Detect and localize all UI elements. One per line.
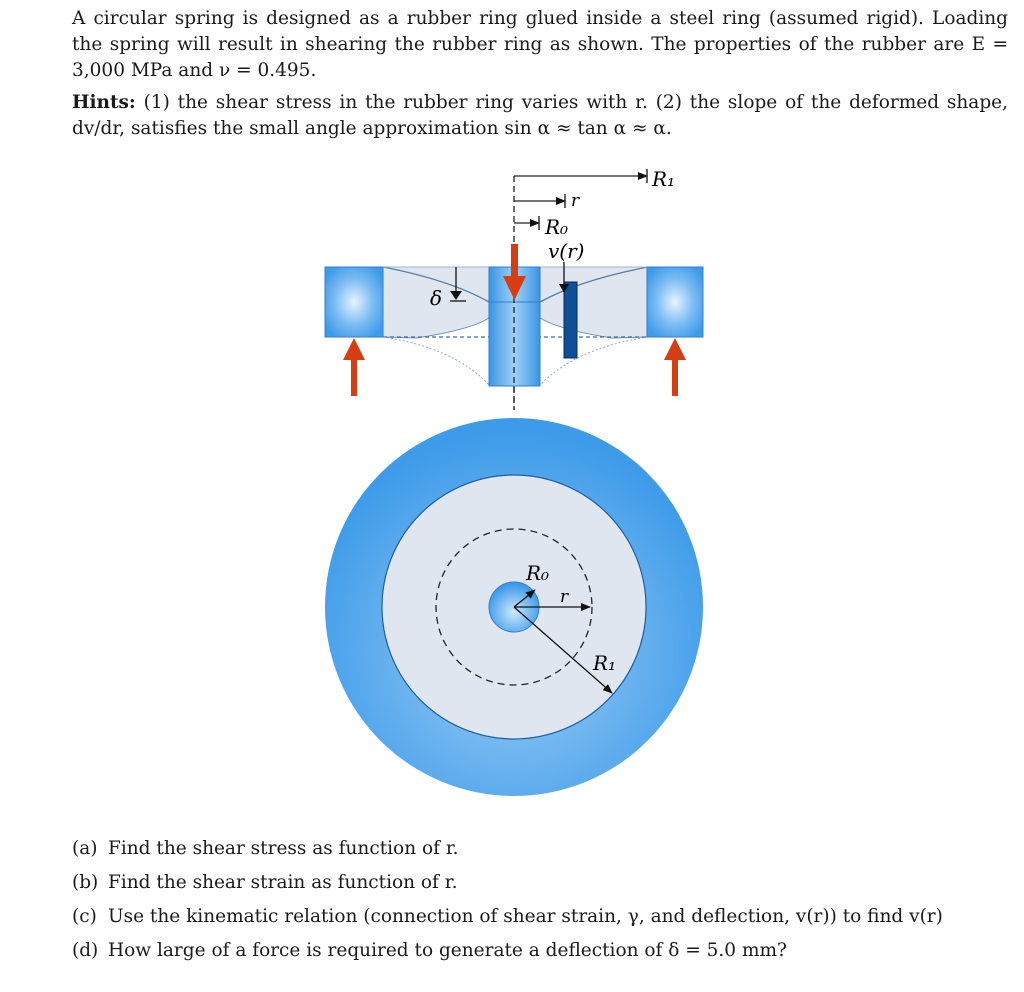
reaction-arrow-right-head — [664, 338, 686, 360]
question-text: Find the shear strain as function of r. — [108, 872, 458, 893]
label-v-of-r: v(r) — [548, 239, 585, 263]
outer-steel-ring-left — [325, 267, 383, 337]
question-text: Use the kinematic relation (connection of shear strain, γ, and deflection, v(r)) to find v(r) — [108, 906, 943, 927]
label-R1-top: R₁ — [652, 167, 676, 191]
hints-label: Hints: — [72, 92, 136, 113]
label-R0-top: R₀ — [545, 215, 569, 239]
question-text: Find the shear stress as function of r. — [108, 838, 459, 859]
label-r-top: r — [571, 191, 580, 211]
question-a — [72, 832, 943, 866]
reaction-arrow-right-shaft — [672, 356, 678, 396]
reaction-arrow-left-head — [343, 338, 365, 360]
question-c — [72, 900, 943, 934]
shear-element-strip — [564, 282, 577, 358]
load-arrow-shaft — [511, 244, 518, 280]
question-marker: (c) — [72, 906, 97, 927]
question-list — [72, 832, 943, 968]
reaction-arrow-left-shaft — [351, 356, 357, 396]
hints-text: (1) the shear stress in the rubber ring varies with r. (2) the slope of the deformed shape, dv/dr, satisfies the small angle approximation sin α ≈ tan α ≈ α. — [72, 92, 1008, 139]
label-R1-plan: R₁ — [593, 651, 617, 675]
label-R0-plan: R₀ — [526, 561, 550, 585]
question-marker: (a) — [72, 838, 98, 859]
question-text: How large of a force is required to generate a deflection of δ = 5.0 mm? — [108, 940, 787, 961]
question-marker: (b) — [72, 872, 99, 893]
label-r-plan: r — [560, 587, 569, 607]
outer-steel-ring-right — [647, 267, 703, 337]
question-marker: (d) — [72, 940, 99, 961]
question-b — [72, 866, 943, 900]
label-delta: δ — [430, 286, 443, 310]
hub-displaced — [489, 302, 540, 386]
question-d — [72, 934, 943, 968]
problem-statement: A circular spring is designed as a rubber ring glued inside a steel ring (assumed rigid). Loading the spring will result in shearing the rubber ring as shown. The properties of the rubber are E = 3,000 MPa and ν = 0.495. — [72, 8, 1008, 81]
